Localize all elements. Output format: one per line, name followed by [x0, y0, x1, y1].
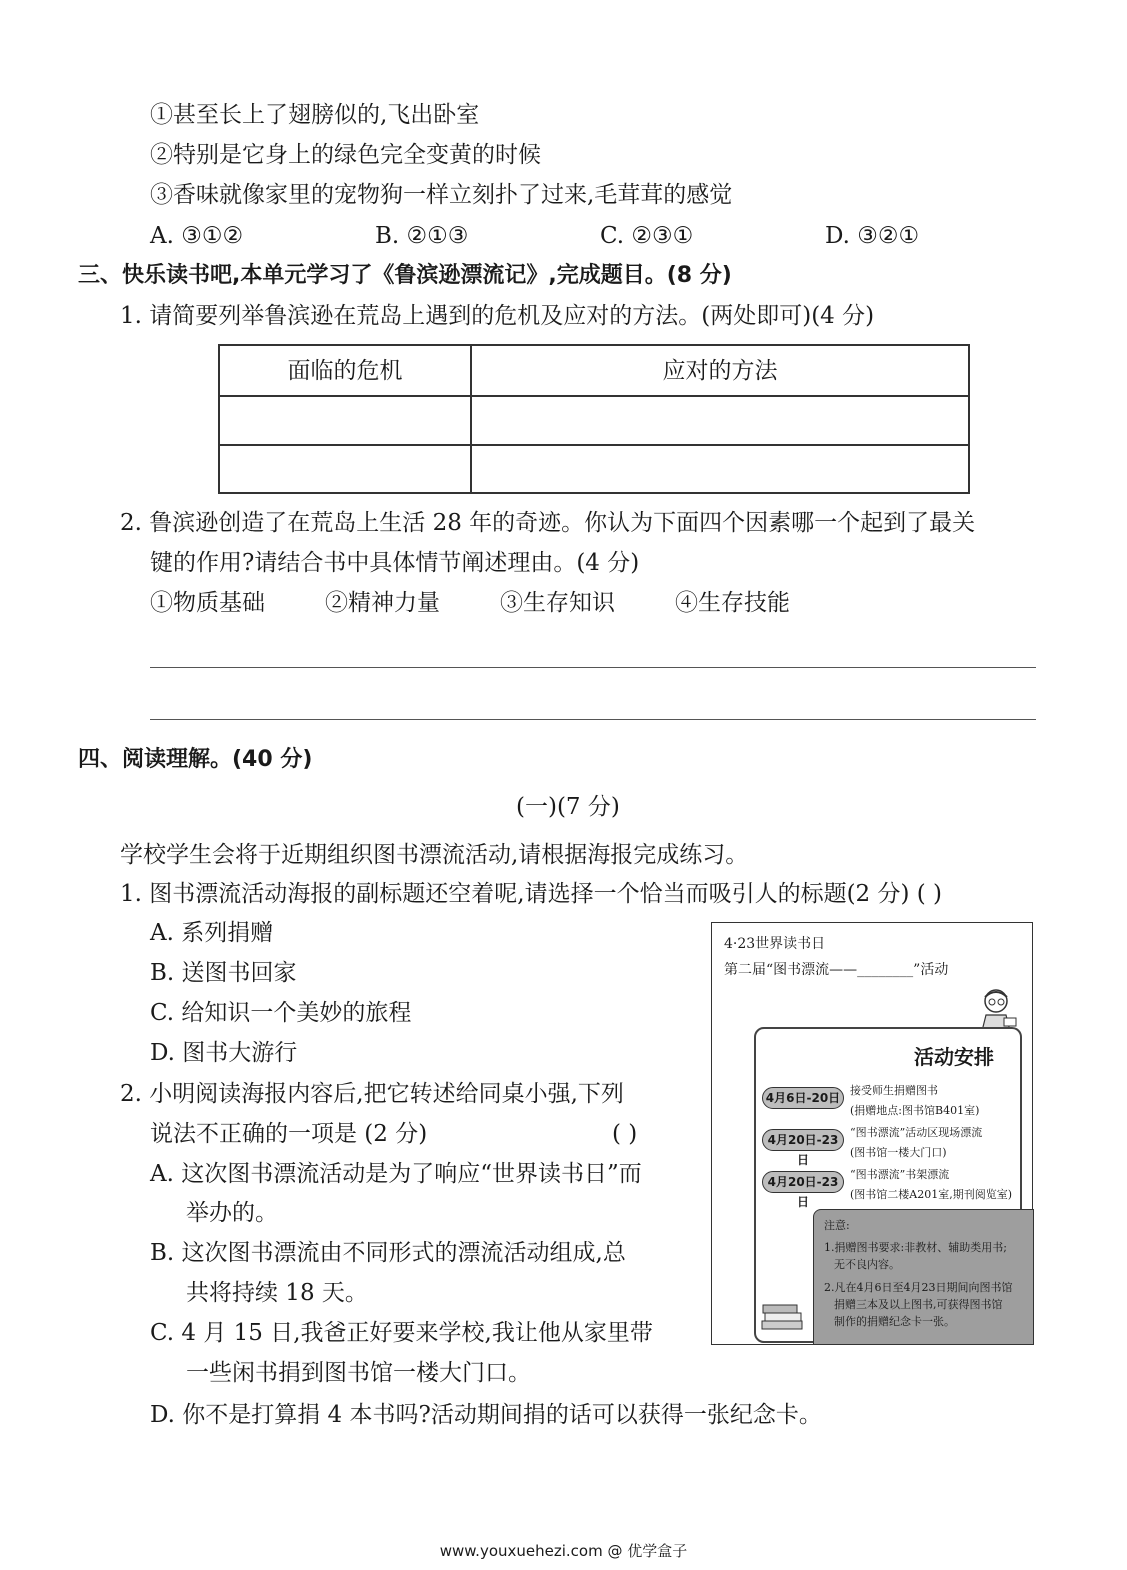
q2-answer-paren: ( ): [612, 1121, 638, 1147]
q2-option-d: D. 你不是打算捐 4 本书吗?活动期间捐的话可以获得一张纪念卡。: [150, 1402, 822, 1428]
page-footer: www.youxuehezi.com @ 优学盒子: [439, 1542, 688, 1560]
notice-box: [813, 1209, 1034, 1345]
schedule-desc-2b: (图书馆一楼大门口): [850, 1146, 947, 1159]
section4-sub: (一)(7 分): [516, 794, 620, 820]
option-item-1: ①甚至长上了翅膀似的,飞出卧室: [150, 102, 480, 128]
table-header-method: 应对的方法: [662, 358, 778, 384]
factor-3: ③生存知识: [500, 590, 615, 616]
answer-line-1: [150, 667, 1036, 668]
schedule-desc-1b: (捐赠地点:图书馆B401室): [850, 1104, 980, 1117]
notice-1b: 无不良内容。: [834, 1258, 900, 1271]
schedule-desc-2a: “图书漂流”活动区现场漂流: [850, 1126, 983, 1139]
section3-q1: 1. 请简要列举鲁滨逊在荒岛上遇到的危机及应对的方法。(两处即可)(4 分): [120, 303, 875, 329]
cartoon-reader-icon: [974, 985, 1024, 1033]
schedule-desc-3b: (图书馆二楼A201室,期刊阅览室): [850, 1188, 1013, 1201]
option-item-2: ②特别是它身上的绿色完全变黄的时候: [150, 142, 541, 168]
factor-4: ④生存技能: [675, 590, 790, 616]
factor-1: ①物质基础: [150, 590, 265, 616]
q2-option-a-line1: A. 这次图书漂流活动是为了响应“世界读书日”而: [150, 1161, 642, 1187]
option-item-3: ③香味就像家里的宠物狗一样立刻扑了过来,毛茸茸的感觉: [150, 182, 733, 208]
choice-c: C. ②③①: [600, 223, 694, 249]
schedule-desc-1a: 接受师生捐赠图书: [850, 1084, 938, 1097]
section4-intro: 学校学生会将于近期组织图书漂流活动,请根据海报完成练习。: [120, 842, 749, 868]
notice-2a: 2.凡在4月6日至4月23日期间向图书馆: [824, 1281, 1013, 1294]
poster-date-line: 4·23世界读书日: [724, 936, 826, 952]
book-drift-poster: [711, 922, 1033, 1345]
q2-option-c-line2: 一些闲书捐到图书馆一楼大门口。: [186, 1360, 531, 1386]
choice-a: A. ③①②: [150, 223, 244, 249]
section4-q2-line2: 说法不正确的一项是 (2 分): [150, 1121, 428, 1147]
schedule-date-3: 4月20日-23日: [762, 1171, 844, 1193]
notice-1a: 1.捐赠图书要求:非教材、辅助类用书;: [824, 1241, 1007, 1254]
table-header-crisis: 面临的危机: [287, 358, 403, 384]
notice-2b: 捐赠三本及以上图书,可获得图书馆: [834, 1298, 1003, 1311]
choice-b: B. ②①③: [375, 223, 469, 249]
section3-q2-line2: 键的作用?请结合书中具体情节阐述理由。(4 分): [150, 550, 640, 576]
section4-title: 四、阅读理解。(40 分): [78, 747, 313, 772]
notice-2c: 制作的捐赠纪念卡一张。: [834, 1315, 955, 1328]
books-icon: [760, 1299, 806, 1333]
q1-option-c: C. 给知识一个美妙的旅程: [150, 1000, 412, 1026]
q2-option-a-line2: 举办的。: [186, 1200, 278, 1226]
answer-line-2: [150, 719, 1036, 720]
q1-option-d: D. 图书大游行: [150, 1040, 298, 1066]
q2-option-b-line2: 共将持续 18 天。: [186, 1280, 368, 1306]
q1-option-b: B. 送图书回家: [150, 960, 297, 986]
factor-2: ②精神力量: [325, 590, 440, 616]
schedule-heading: 活动安排: [914, 1045, 994, 1069]
section3-title: 三、快乐读书吧,本单元学习了《鲁滨逊漂流记》,完成题目。(8 分): [78, 263, 732, 288]
schedule-desc-3a: “图书漂流”书架漂流: [850, 1168, 950, 1181]
schedule-date-2: 4月20日-23日: [762, 1129, 844, 1151]
q1-option-a: A. 系列捐赠: [150, 920, 274, 946]
section4-q1: 1. 图书漂流活动海报的副标题还空着呢,请选择一个恰当而吸引人的标题(2 分) ( ): [120, 881, 943, 907]
q2-option-b-line1: B. 这次图书漂流由不同形式的漂流活动组成,总: [150, 1240, 626, 1266]
choice-d: D. ③②①: [825, 223, 920, 249]
schedule-date-1: 4月6日-20日: [762, 1087, 844, 1109]
section4-q2-line1: 2. 小明阅读海报内容后,把它转述给同桌小强,下列: [120, 1081, 624, 1107]
section3-q2-line1: 2. 鲁滨逊创造了在荒岛上生活 28 年的奇迹。你认为下面四个因素哪一个起到了最关: [120, 510, 976, 536]
notice-title: 注意:: [824, 1219, 850, 1232]
crisis-table: [218, 344, 970, 494]
q2-option-c-line1: C. 4 月 15 日,我爸正好要来学校,我让他从家里带: [150, 1320, 653, 1346]
poster-title-line: 第二届“图书漂流——________”活动: [724, 962, 949, 978]
